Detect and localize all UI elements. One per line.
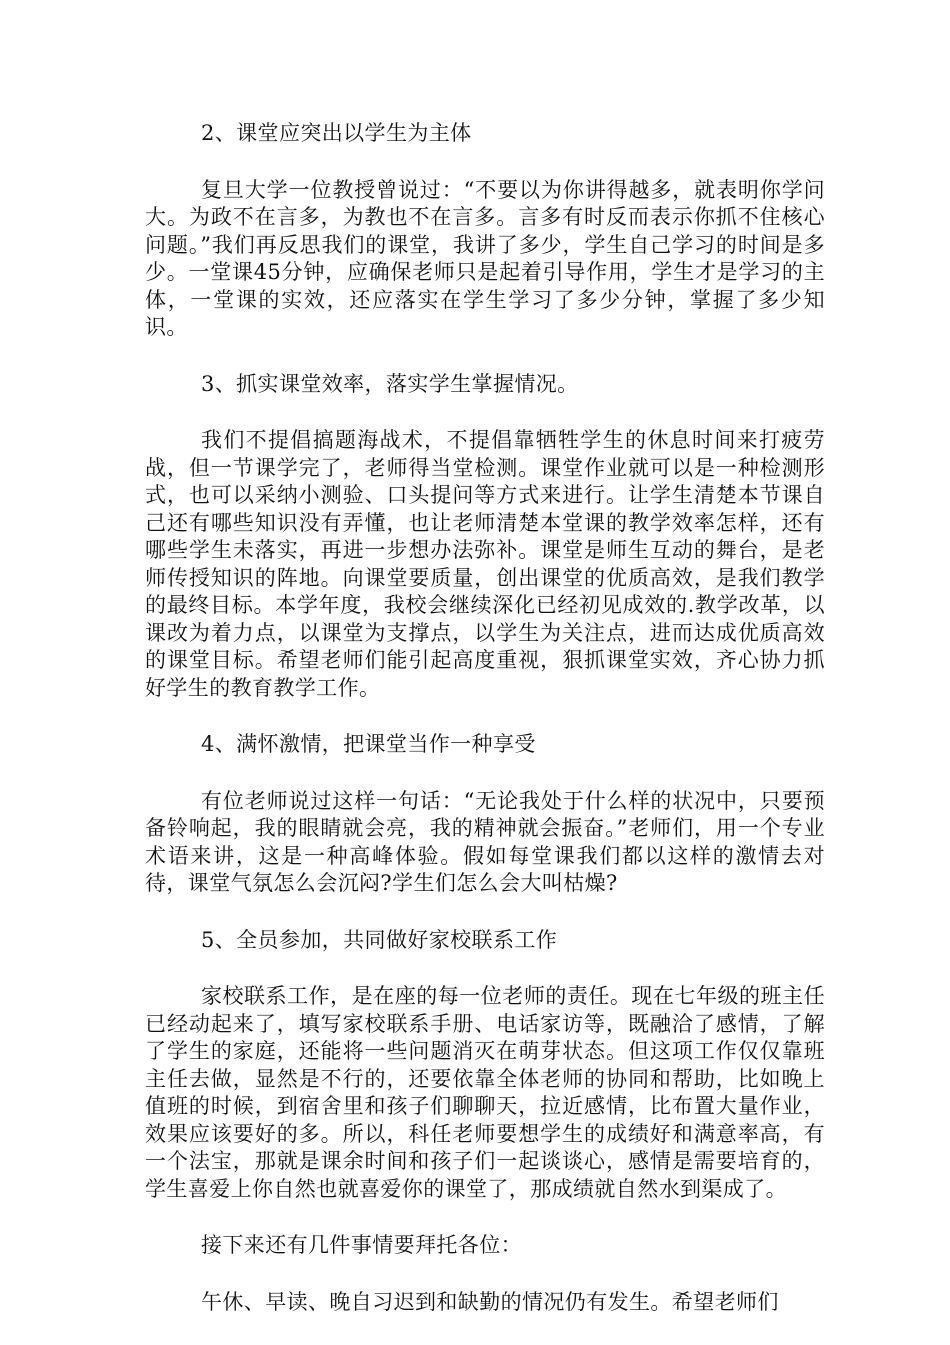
body-paragraph: 有位老师说过这样一句话：“无论我处于什么样的状况中，只要预备铃响起，我的眼睛就会亮，我的精神就会振奋。”老师们，用一个专业术语来讲，这是一种高峰体验。假如每堂课我们都以这样的激情去对待，课堂气氛怎么会沉闷?学生们怎么会大叫枯燥?	[145, 788, 825, 895]
body-paragraph: 家校联系工作，是在座的每一位老师的责任。现在七年级的班主任已经动起来了，填写家校联系手册、电话家访等，既融洽了感情，了解了学生的家庭，还能将一些问题消灭在萌芽状态。但这项工作仅仅靠班主任去做，显然是不行的，还要依靠全体老师的协同和帮助，比如晚上值班的时候，到宿舍里和孩子们聊聊天，拉近感情，比布置大量作业，效果应该要好的多。所以，科任老师要想学生的成绩好和满意率高，有一个法宝，那就是课余时间和孩子们一起谈谈心，感情是需要培育的，学生喜爱上你自然也就喜爱你的课堂了，那成绩就自然水到渠成了。	[145, 984, 825, 1201]
section-heading-5: 5、全员参加，共同做好家校联系工作	[201, 927, 558, 952]
body-paragraph: 午休、早读、晚自习迟到和缺勤的情况仍有发生。希望老师们	[201, 1289, 779, 1314]
body-paragraph: 接下来还有几件事情要拜托各位：	[201, 1233, 522, 1257]
body-paragraph: 复旦大学一位教授曾说过：“不要以为你讲得越多，就表明你学问大。为政不在言多，为教也不在言多。言多有时反而表示你抓不住核心问题。”我们再反思我们的课堂，我讲了多少，学生自己学习的时间是多少。一堂课45分钟，应确保老师只是起着引导作用，学生才是学习的主体，一堂课的实效，还应落实在学生学习了多少分钟，掌握了多少知识。	[145, 177, 825, 339]
section-heading-4: 4、满怀激情，把课堂当作一种享受	[201, 732, 536, 756]
section-heading-3: 3、抓实课堂效率，落实学生掌握情况。	[201, 371, 579, 396]
document-body	[145, 120, 825, 1345]
section-heading-2: 2、课堂应突出以学生为主体	[201, 121, 472, 145]
body-paragraph: 我们不提倡搞题海战术，不提倡靠牺牲学生的休息时间来打疲劳战，但一节课学完了，老师得当堂检测。课堂作业就可以是一种检测形式，也可以采纳小测验、口头提问等方式来进行。让学生清楚本节课自己还有哪些知识没有弄懂，也让老师清楚本堂课的教学效率怎样，还有哪些学生未落实，再进一步想办法弥补。课堂是师生互动的舞台，是老师传授知识的阵地。向课堂要质量，创出课堂的优质高效，是我们教学的最终目标。本学年度，我校会继续深化已经初见成效的.教学改革，以课改为着力点，以课堂为支撑点，以学生为关注点，进而达成优质高效的课堂目标。希望老师们能引起高度重视，狠抓课堂实效，齐心协力抓好学生的教育教学工作。	[145, 428, 825, 700]
